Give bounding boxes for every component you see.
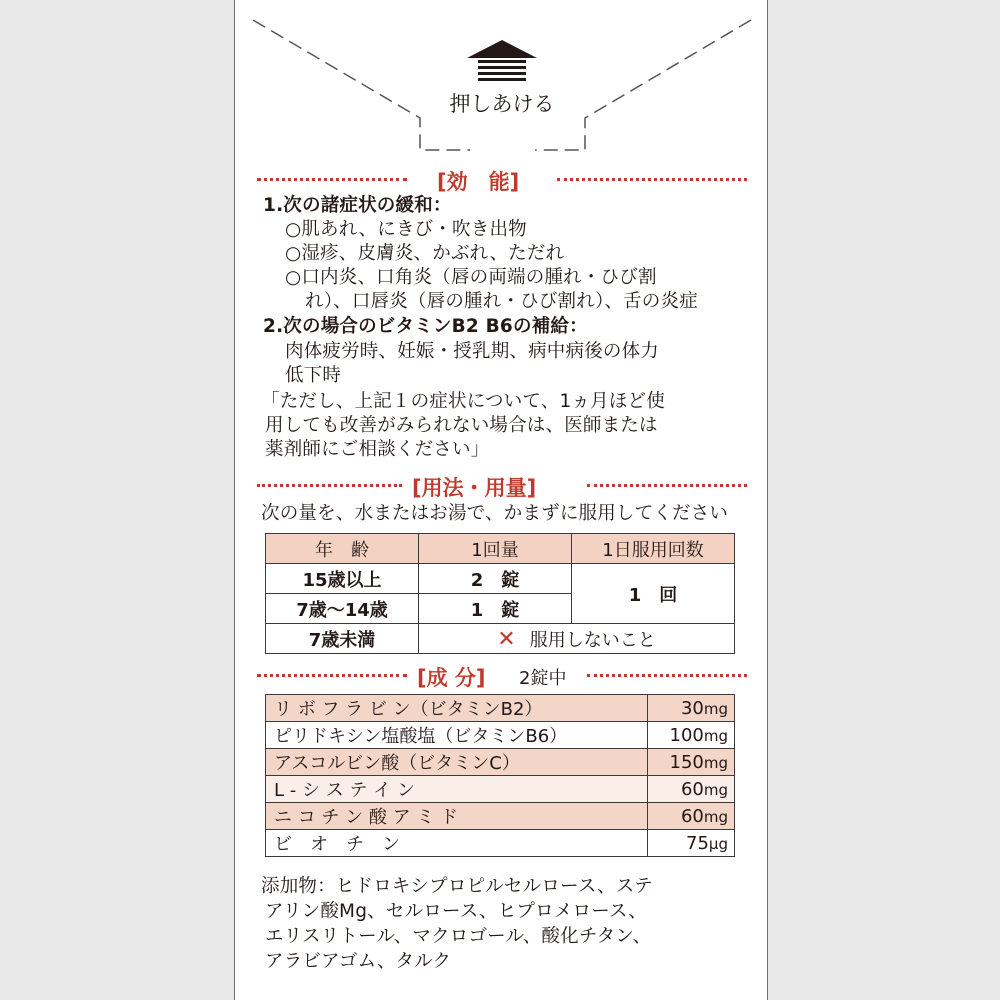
- cross-icon: ✕: [497, 626, 516, 652]
- efficacy-item: 低下時: [285, 365, 342, 386]
- age-cell: 7歳〜14歳: [266, 594, 419, 624]
- efficacy-note: 薬剤師にご相談ください」: [265, 439, 490, 460]
- additives-line: 添加物：ヒドロキシプロピルセルロース、ステ: [261, 876, 653, 897]
- efficacy-heading: [効 能]: [437, 170, 520, 194]
- dotted-divider: [257, 484, 402, 487]
- ingredient-amount: 60mg: [648, 803, 735, 830]
- efficacy-item: 1.次の諸症状の緩和：: [263, 195, 452, 216]
- efficacy-note: 用しても改善がみられない場合は、医師または: [265, 415, 658, 436]
- ingredient-name: リ ボ フ ラ ビ ン（ビタミンB2）: [266, 695, 648, 722]
- ingredients-table: [265, 694, 735, 857]
- additives-line: アラビアゴム、タルク: [265, 951, 452, 972]
- ingredient-name: ピリドキシン塩酸塩（ビタミンB6）: [266, 722, 648, 749]
- arrow-up-icon: [467, 40, 537, 81]
- efficacy-note: 「ただし、上記１の症状について、1ヵ月ほど使: [261, 391, 665, 412]
- dosage-instruction: 次の量を、水またはお湯で、かまずに服用してください: [261, 503, 729, 524]
- efficacy-item: ○湿疹、皮膚炎、かぶれ、ただれ: [285, 243, 565, 264]
- ingredient-row: [266, 776, 735, 803]
- ingredient-amount: 60mg: [648, 776, 735, 803]
- package-panel: [234, 0, 768, 1000]
- ingredient-amount: 30mg: [648, 695, 735, 722]
- not-allowed-note: 服用しないこと: [529, 629, 656, 651]
- header-age: 年 齢: [266, 534, 419, 564]
- ingredients-basis: 2錠中: [519, 668, 567, 689]
- dotted-divider: [257, 178, 407, 181]
- dotted-divider: [557, 178, 747, 181]
- header-dose: 1回量: [419, 534, 572, 564]
- dotted-divider: [587, 674, 747, 677]
- dose-cell: 1 錠: [419, 594, 572, 624]
- efficacy-item: れ）、口唇炎（唇の腫れ・ひび割れ）、舌の炎症: [305, 291, 698, 312]
- not-allowed-cell: [419, 624, 735, 654]
- ingredients-heading-row: [257, 662, 747, 690]
- header-daily: 1日服用回数: [572, 534, 735, 564]
- daily-cell: 1 回: [572, 564, 735, 624]
- age-cell: 7歳未満: [266, 624, 419, 654]
- ingredient-amount: 150mg: [648, 749, 735, 776]
- ingredient-amount: 100mg: [648, 722, 735, 749]
- push-open-label: 押しあける: [449, 92, 555, 116]
- ingredient-name: アスコルビン酸（ビタミンC）: [266, 749, 648, 776]
- push-open-flap[interactable]: [235, 0, 769, 160]
- ingredient-row: [266, 695, 735, 722]
- efficacy-item: 2.次の場合のビタミンB2 B6の補給：: [263, 316, 588, 337]
- dotted-divider: [587, 484, 747, 487]
- dosage-heading: [用法・用量]: [412, 476, 537, 500]
- dotted-divider: [257, 674, 407, 677]
- ingredient-row: [266, 749, 735, 776]
- age-cell: 15歳以上: [266, 564, 419, 594]
- ingredient-name: L - シ ス テ イ ン: [266, 776, 648, 803]
- efficacy-item: ○肌あれ、にきび・吹き出物: [285, 219, 527, 240]
- ingredients-heading: [成 分]: [417, 666, 486, 690]
- ingredient-name: ニ コ チ ン 酸 ア ミ ド: [266, 803, 648, 830]
- dosage-heading-row: [257, 472, 747, 500]
- ingredient-amount: 75μg: [648, 830, 735, 857]
- efficacy-item: 肉体疲労時、妊娠・授乳期、病中病後の体力: [285, 341, 660, 362]
- additives-line: アリン酸Mg、セルロース、ヒプロメロース、: [265, 901, 647, 922]
- dose-cell: 2 錠: [419, 564, 572, 594]
- ingredient-row: [266, 803, 735, 830]
- ingredient-row: [266, 722, 735, 749]
- dosage-table: [265, 533, 735, 654]
- efficacy-heading-row: [257, 166, 747, 194]
- ingredient-row: [266, 830, 735, 857]
- ingredient-name: ビ オ チ ン: [266, 830, 648, 857]
- efficacy-item: ○口内炎、口角炎（唇の両端の腫れ・ひび割: [285, 267, 657, 288]
- additives-line: エリスリトール、マクロゴール、酸化チタン、: [265, 926, 652, 947]
